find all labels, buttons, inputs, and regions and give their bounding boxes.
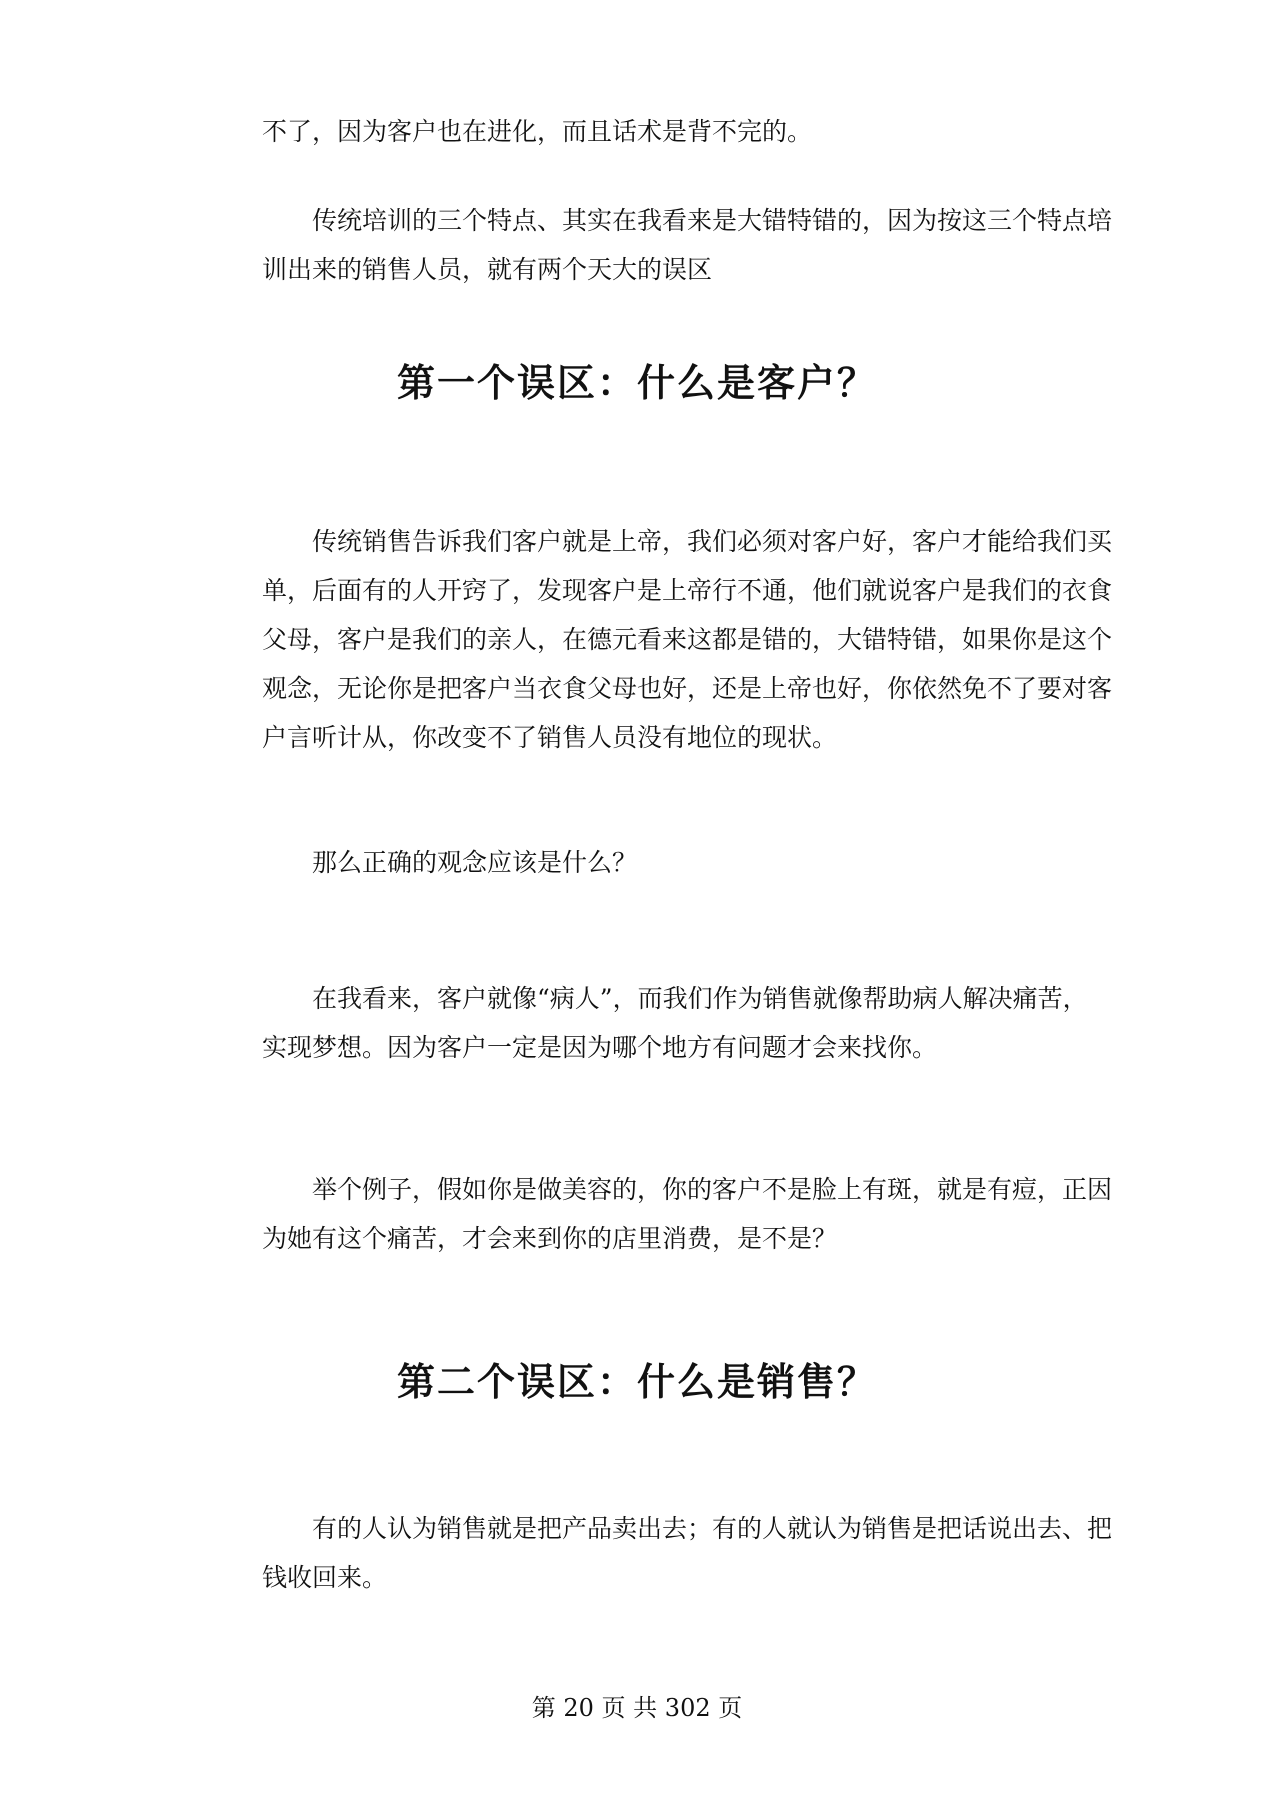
- text-line: 不了，因为客户也在进化，而且话术是背不完的。: [262, 117, 813, 146]
- text-line: 训出来的销售人员，就有两个天大的误区: [262, 255, 713, 284]
- paragraph-beauty-example: [262, 1165, 1124, 1263]
- text-line: 有的人认为销售就是把产品卖出去；有的人就认为销售是把话说出去、把: [312, 1514, 1113, 1543]
- section-heading-first-misconception: 第一个误区：什么是客户？: [396, 361, 877, 405]
- text-line: 在我看来，客户就像“病人”，而我们作为销售就像帮助病人解决痛苦，: [312, 984, 1088, 1013]
- text-line: 钱收回来。: [262, 1563, 388, 1592]
- paragraph-intro-end: [262, 107, 1124, 156]
- text-line: 那么正确的观念应该是什么？: [312, 848, 638, 877]
- section-heading-second-misconception: 第二个误区：什么是销售？: [396, 1360, 877, 1404]
- text-line: 户言听计从，你改变不了销售人员没有地位的现状。: [262, 723, 838, 752]
- page-number-footer: 第 20 页 共 302 页: [531, 1694, 743, 1722]
- text-line: 为她有这个痛苦，才会来到你的店里消费，是不是？: [262, 1224, 838, 1253]
- paragraph-customer-as-patient: [262, 974, 1124, 1072]
- text-line: 单，后面有的人开窍了，发现客户是上帝行不通，他们就说客户是我们的衣食: [262, 576, 1113, 605]
- paragraph-correct-view-question: [262, 838, 1124, 887]
- paragraph-traditional-training: [262, 196, 1124, 294]
- text-line: 传统培训的三个特点、其实在我看来是大错特错的，因为按这三个特点培: [312, 206, 1113, 235]
- paragraph-customer-is-god: [262, 517, 1124, 762]
- paragraph-what-is-sales: [262, 1504, 1124, 1602]
- text-line: 实现梦想。因为客户一定是因为哪个地方有问题才会来找你。: [262, 1033, 938, 1062]
- text-line: 父母，客户是我们的亲人，在德元看来这都是错的，大错特错，如果你是这个: [262, 625, 1113, 654]
- text-line: 传统销售告诉我们客户就是上帝，我们必须对客户好，客户才能给我们买: [312, 527, 1113, 556]
- text-line: 观念，无论你是把客户当衣食父母也好，还是上帝也好，你依然免不了要对客: [262, 674, 1113, 703]
- text-line: 举个例子，假如你是做美容的，你的客户不是脸上有斑，就是有痘，正因: [312, 1175, 1113, 1204]
